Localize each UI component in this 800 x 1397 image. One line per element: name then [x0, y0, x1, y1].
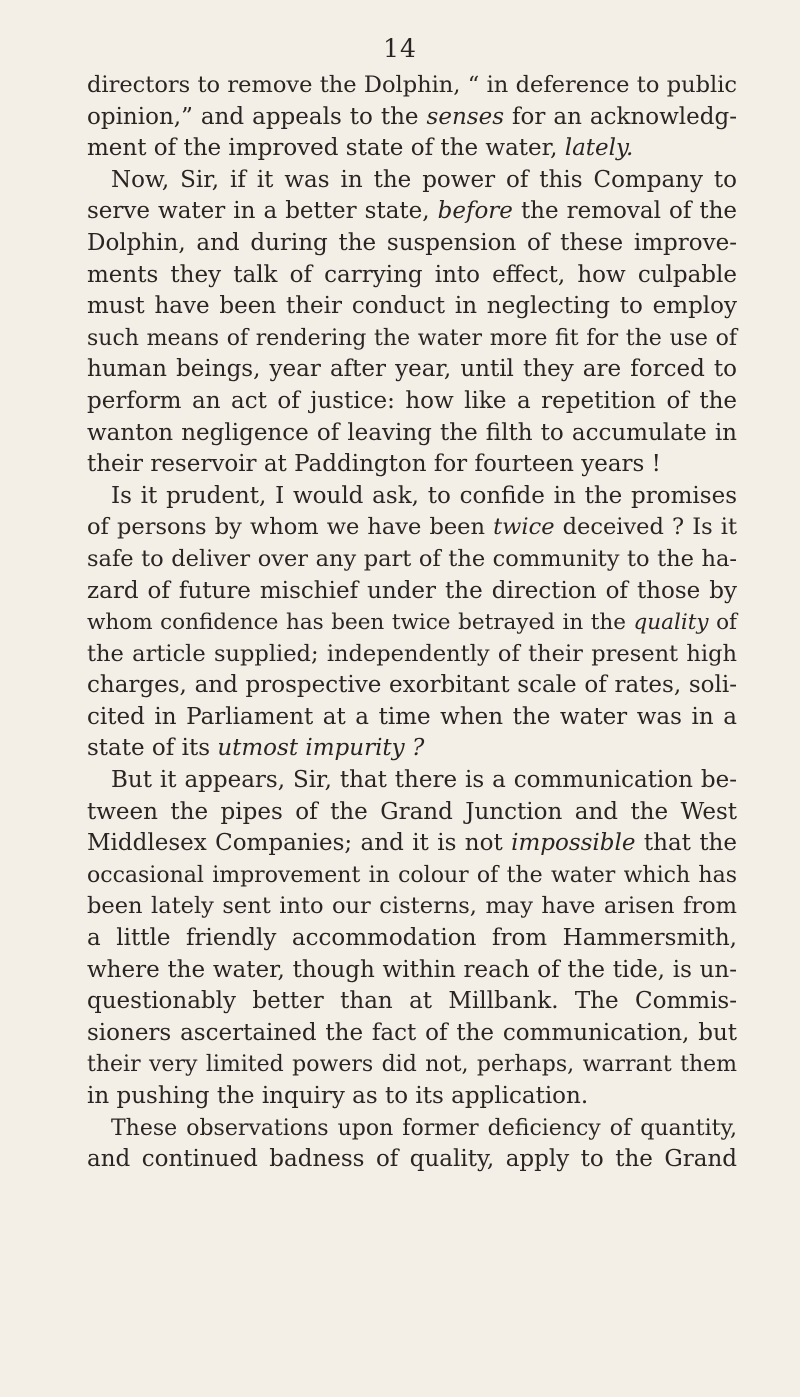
- text-line: [87, 196, 737, 228]
- text-line: [87, 639, 737, 671]
- text-run: occasional improvement in colour of the water which has: [87, 862, 737, 888]
- text-line: [87, 765, 737, 797]
- text-run: zard of future mischief under the direction of those by: [87, 577, 737, 604]
- text-line: [87, 291, 737, 323]
- text-run: ment of the improved state of the water,: [87, 135, 565, 162]
- text-run: whom confidence has been twice betrayed in the: [87, 610, 634, 636]
- text-run: serve water in a better state,: [87, 198, 438, 225]
- text-run: opinion,” and appeals to the: [87, 103, 427, 130]
- text-line: [87, 986, 737, 1018]
- italic-text: lately.: [564, 135, 634, 162]
- text-run: their very limited powers did not, perhaps, warrant them: [87, 1052, 737, 1078]
- text-line: [87, 481, 737, 513]
- text-line: [87, 512, 737, 544]
- text-run: But it appears, Sir, that there is a communication be-: [111, 767, 737, 794]
- text-run: ments they talk of carrying into effect, how culpable: [87, 261, 737, 288]
- text-run: been lately sent into our cisterns, may have arisen from: [87, 893, 737, 920]
- text-run: Middlesex Companies; and it is not: [87, 830, 512, 857]
- page-number: 14: [383, 34, 417, 63]
- text-run: of: [708, 610, 737, 636]
- text-run: human beings, year after year, until they are forced to: [87, 356, 737, 383]
- text-run: tween the pipes of the Grand Junction and the West: [87, 798, 737, 825]
- text-run: directors to remove the Dolphin, “ in deference to public: [87, 72, 737, 98]
- text-run: that the: [635, 830, 737, 857]
- text-line: [87, 70, 737, 102]
- text-run: a little friendly accommodation from Hammersmith,: [87, 925, 737, 952]
- text-line: [87, 702, 737, 734]
- text-line: [87, 1081, 737, 1113]
- italic-text: utmost impurity ?: [217, 735, 425, 762]
- text-run: for an acknowledg-: [504, 103, 737, 130]
- text-run: state of its: [87, 735, 218, 762]
- text-line: [87, 1144, 737, 1176]
- text-line: [87, 544, 737, 576]
- text-line: [87, 228, 737, 260]
- text-run: questionably better than at Millbank. The Commis-: [87, 988, 737, 1015]
- text-line: [87, 1113, 737, 1145]
- text-line: [87, 354, 737, 386]
- text-run: the removal of the: [512, 198, 738, 225]
- text-line: [87, 1018, 737, 1050]
- text-line: [87, 386, 737, 418]
- italic-text: before: [437, 198, 513, 225]
- text-run: deceived ? Is it: [554, 514, 737, 541]
- text-line: [87, 828, 737, 860]
- text-line: [87, 418, 737, 450]
- text-line: [87, 1049, 737, 1081]
- text-line: [87, 733, 737, 765]
- text-line: [87, 670, 737, 702]
- text-line: [87, 102, 737, 134]
- text-line: [87, 797, 737, 829]
- text-run: of persons by whom we have been: [87, 514, 494, 541]
- text-run: Now, Sir, if it was in the power of this Company to: [111, 166, 737, 193]
- text-run: where the water, though within reach of the tide, is un-: [87, 956, 737, 983]
- text-run: such means of rendering the water more fit for the use of: [87, 325, 737, 351]
- italic-text: impossible: [511, 830, 636, 857]
- text-run: the article supplied; independently of their present high: [87, 640, 737, 667]
- text-run: their reservoir at Paddington for fourteen years !: [87, 451, 661, 478]
- text-line: [87, 955, 737, 987]
- text-run: wanton negligence of leaving the filth to accumulate in: [87, 419, 737, 446]
- text-line: [87, 133, 737, 165]
- text-line: [87, 891, 737, 923]
- text-line: [87, 923, 737, 955]
- italic-text: quality: [633, 610, 709, 636]
- text-line: [87, 449, 737, 481]
- text-line: [87, 576, 737, 608]
- text-run: Dolphin, and during the suspension of these improve-: [87, 229, 737, 256]
- text-line: [87, 165, 737, 197]
- text-run: These observations upon former deficiency of quantity,: [111, 1115, 737, 1141]
- text-run: sioners ascertained the fact of the communication, but: [87, 1019, 737, 1046]
- text-run: and continued badness of quality, apply to the Grand: [87, 1146, 737, 1173]
- italic-text: twice: [493, 514, 555, 541]
- text-run: safe to deliver over any part of the community to the ha-: [87, 545, 737, 572]
- italic-text: senses: [426, 103, 504, 130]
- text-line: [87, 260, 737, 292]
- text-line: [87, 860, 737, 892]
- body-text: [87, 70, 737, 1176]
- text-run: must have been their conduct in neglecting to employ: [87, 293, 737, 320]
- text-run: charges, and prospective exorbitant scale of rates, soli-: [87, 672, 737, 699]
- text-line: [87, 607, 737, 639]
- text-run: perform an act of justice: how like a repetition of the: [87, 387, 737, 414]
- text-run: cited in Parliament at a time when the water was in a: [87, 703, 737, 730]
- text-run: Is it prudent, I would ask, to confide in the promises: [111, 482, 737, 509]
- text-run: in pushing the inquiry as to its application.: [87, 1083, 589, 1109]
- text-line: [87, 323, 737, 355]
